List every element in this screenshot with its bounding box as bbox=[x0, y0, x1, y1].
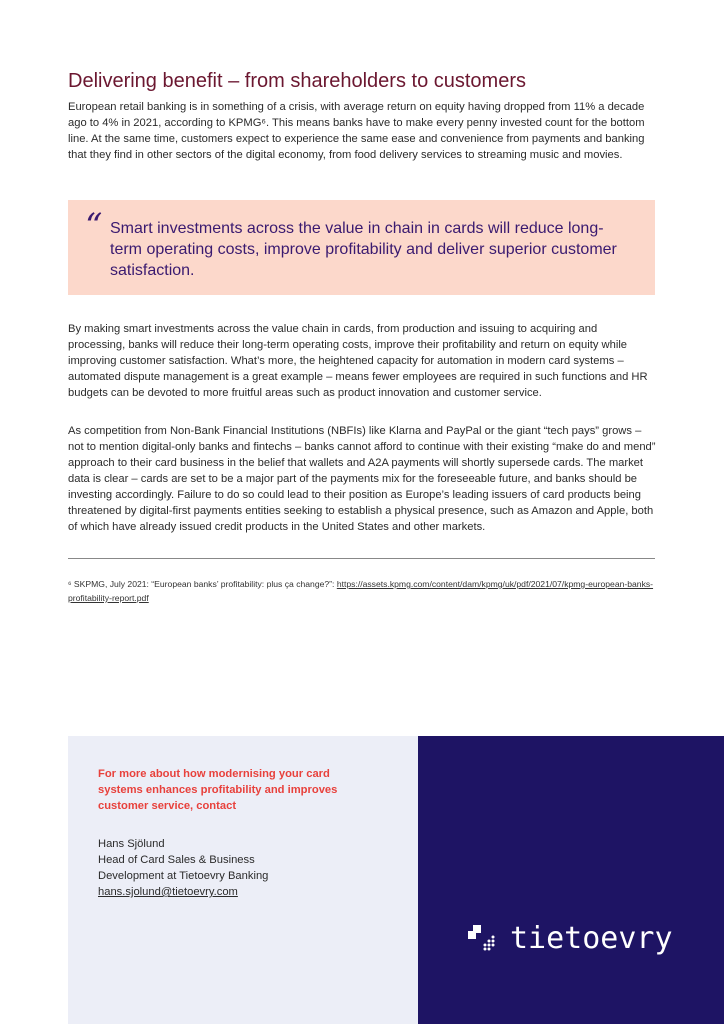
contact-role-line-2: Development at Tietoevry Banking bbox=[98, 870, 269, 882]
footnote-text: ⁶ SKPMG, July 2021: “European banks’ profitability: plus ça change?”: bbox=[68, 579, 337, 589]
footnote-divider bbox=[68, 558, 655, 559]
tietoevry-logo-icon bbox=[468, 925, 498, 953]
pull-quote bbox=[68, 200, 655, 295]
footnote bbox=[68, 577, 658, 605]
contact-details bbox=[98, 836, 268, 900]
body-paragraph-2: As competition from Non-Bank Financial Institutions (NBFIs) like Klarna and PayPal or the giant “tech pays” grows – not to mention digital-only banks and fintechs – banks cannot afford to continue with their existing “make do and mend” approach to their card business in the belief that wallets and A2A payments will shortly supersede cards. The market data is clear – cards are set to be a major part of the payments mix for the foreseeable future, and banks should be investing accordingly. Failure to do so could lead to their position as Europe’s leading issuers of card products being threatened by digital-first payments entities seeking to establish a physical presence, such as Amazon and Apple, both of which have already issued credit products in the United States and other markets. bbox=[68, 425, 656, 533]
intro-paragraph: European retail banking is in something of a crisis, with average return on equity having dropped from 11% a decade ago to 4% in 2021, according to KPMG⁶. This means banks have to make every penny invested count for the bottom line. At the same time, customers expect to experience the same ease and convenience from payments and banking that they find in other sectors of the digital economy, from food delivery services to streaming music and movies. bbox=[68, 101, 645, 161]
contact-name: Hans Sjölund bbox=[98, 838, 165, 850]
body-paragraph-1: By making smart investments across the value chain in cards, from production and issuing to acquiring and processing, banks will reduce their long-term operating costs, improve their profitability and return on equity while improving customer satisfaction. What’s more, the heightened capacity for automation in modern card systems – automated dispute management is a great example – means fewer employees are required in such functions and HR budgets can be devoted to more fruitful areas such as product innovation and customer service. bbox=[68, 323, 648, 399]
quote-text: Smart investments across the value in chain in cards will reduce long-term operating costs, improve profitability and deliver superior customer satisfaction. bbox=[110, 220, 617, 279]
footnote-link[interactable]: https://assets.kpmg.com/content/dam/kpmg/uk/pdf/2021/07/kpmg-european-banks-profitability-report.pdf bbox=[68, 579, 654, 603]
brand-panel bbox=[418, 736, 724, 1024]
logo-wordmark: tietoevry bbox=[510, 921, 673, 956]
section-title: Delivering benefit – from shareholders to customers bbox=[68, 70, 526, 92]
contact-panel bbox=[68, 736, 418, 1024]
contact-role-line-1: Head of Card Sales & Business bbox=[98, 854, 255, 866]
cta-text: For more about how modernising your card systems enhances profitability and improves customer service, contact bbox=[98, 768, 338, 812]
contact-email-link[interactable]: hans.sjolund@tietoevry.com bbox=[98, 886, 238, 898]
tietoevry-logo bbox=[468, 921, 673, 956]
quote-mark-icon: “ bbox=[85, 206, 103, 246]
